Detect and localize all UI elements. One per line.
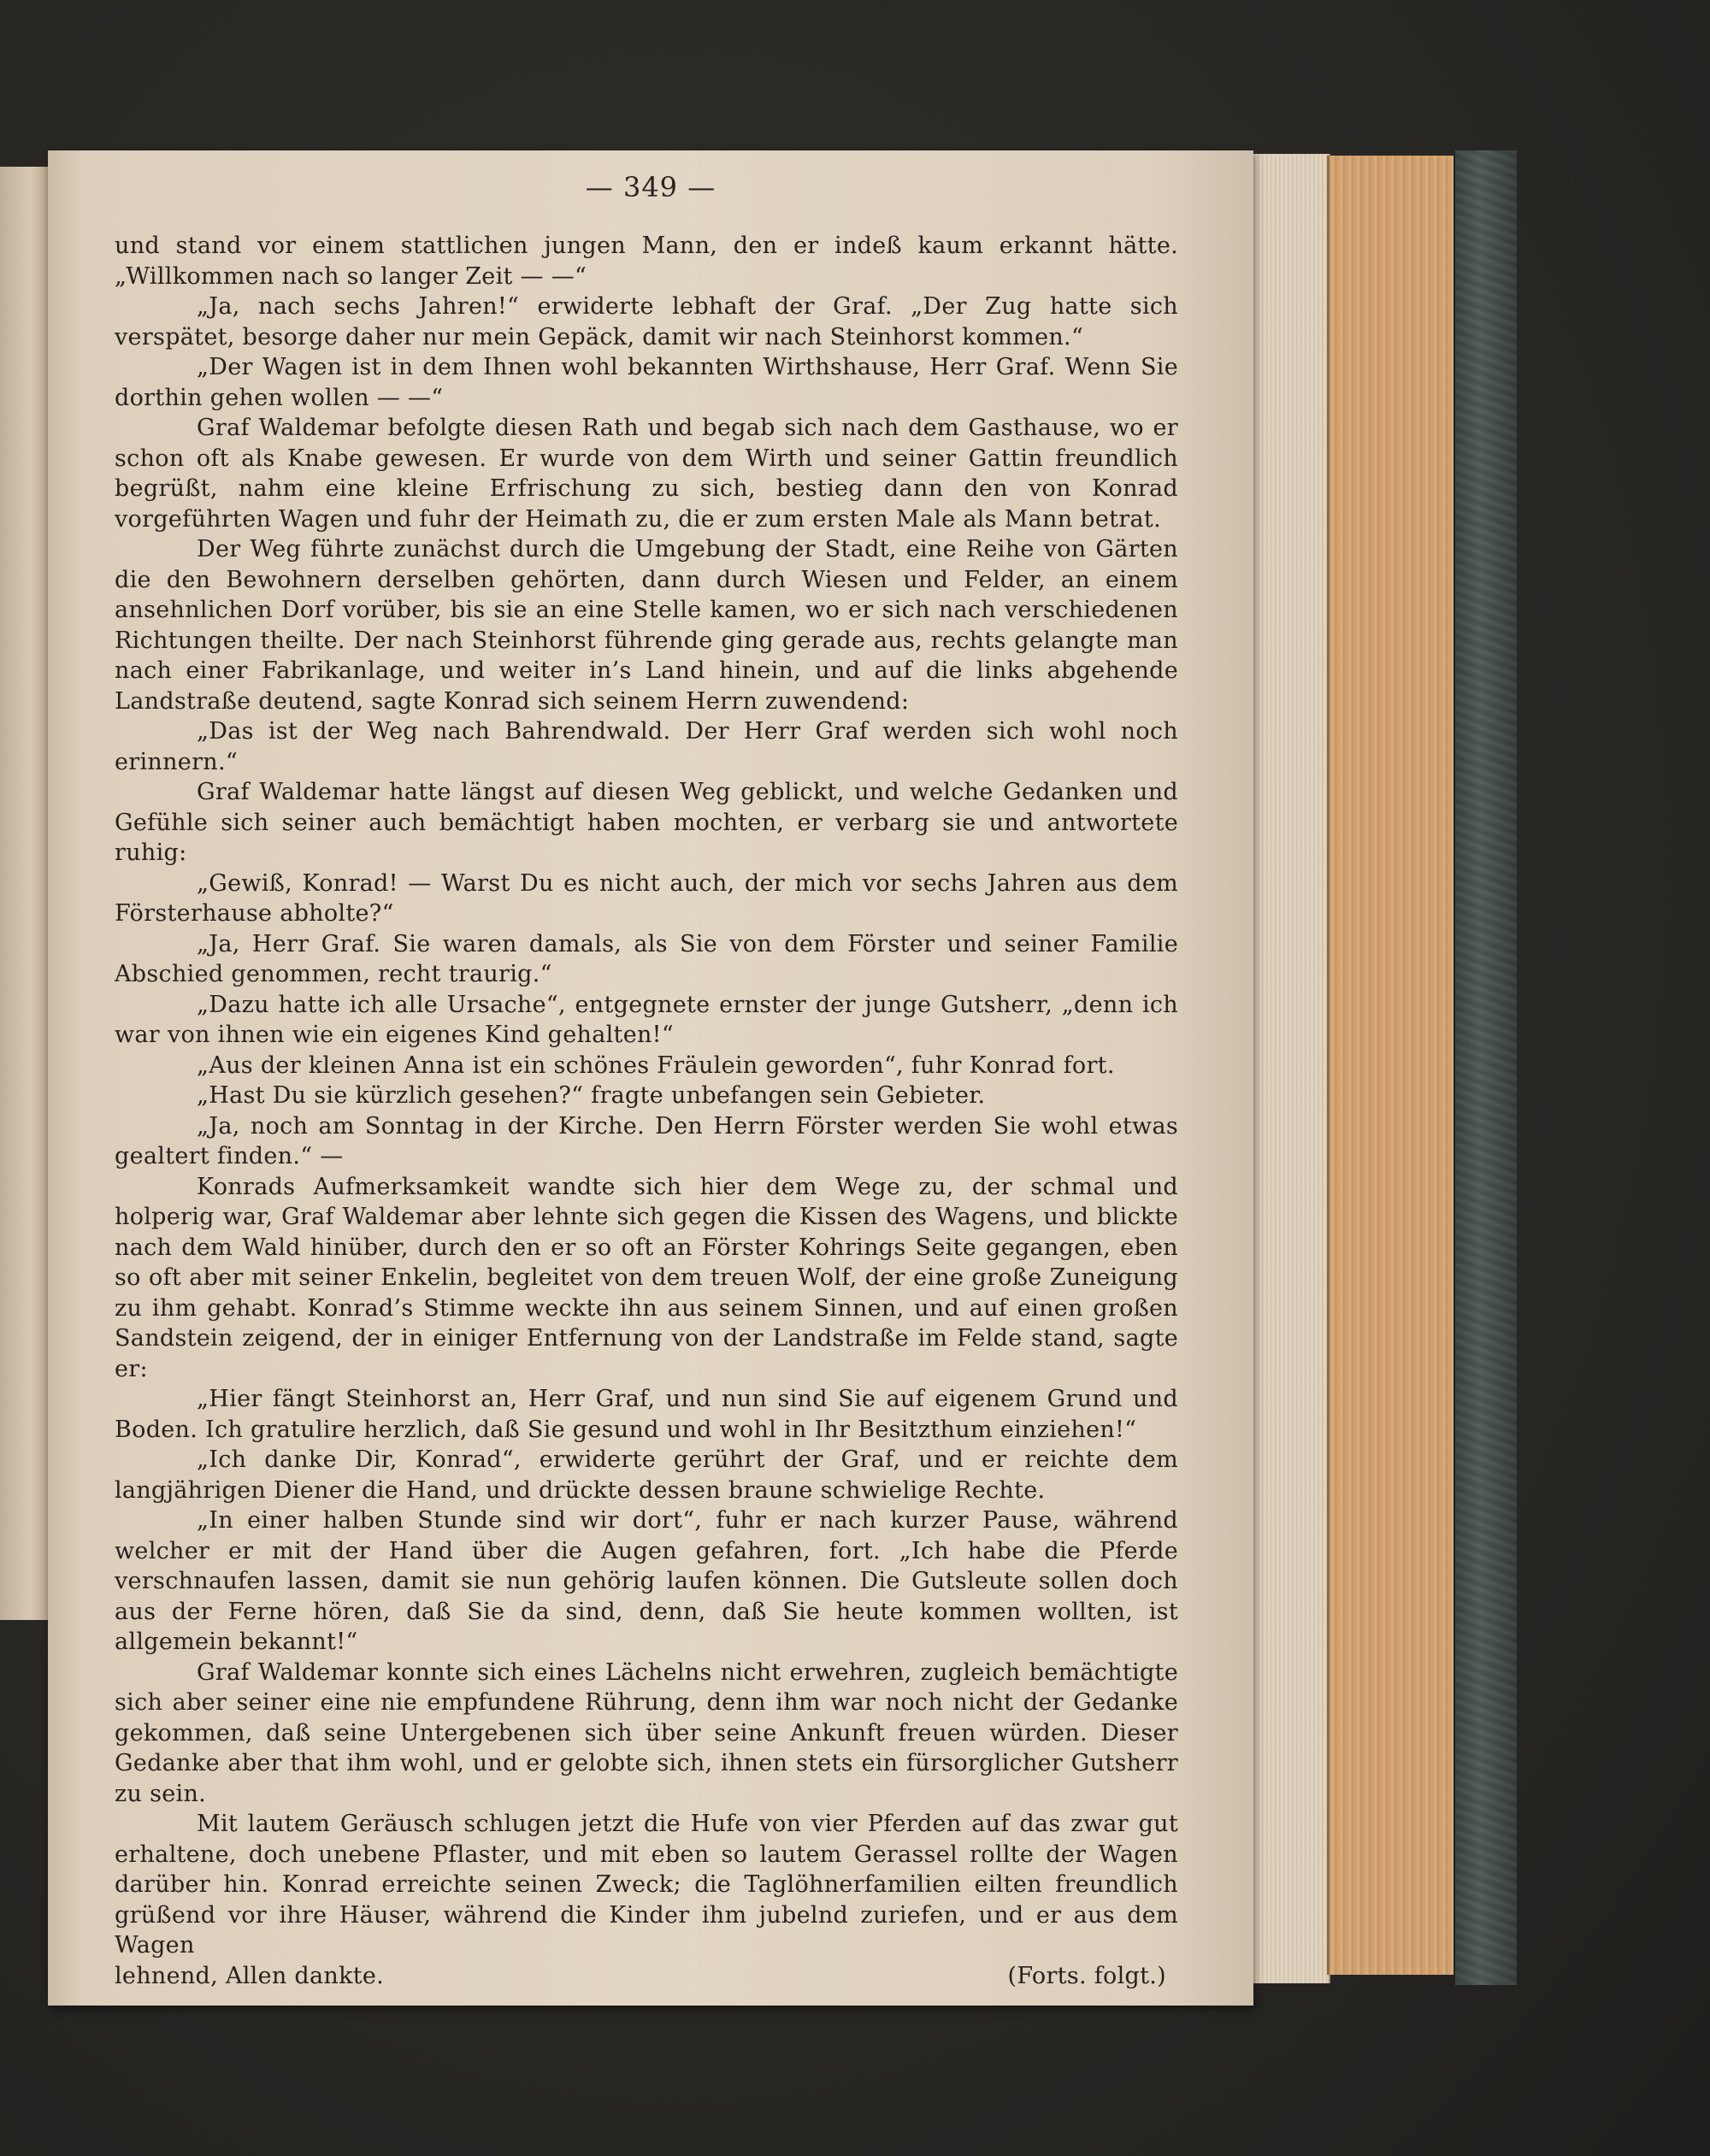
paragraph: Graf Waldemar konnte sich eines Lächelns nicht erwehren, zugleich bemächtigte sich aber seiner eine nie empfundene Rührung, denn ihm war noch nicht der Gedanke gekommen, daß seine Untergebenen sich über seine Ankunft freuen würden. Dieser Gedanke aber that ihm wohl, und er gelobte sich, ihnen stets ein fürsorglicher Gutsherr zu sein.	[115, 1658, 1178, 1807]
paragraph: „Ja, Herr Graf. Sie waren damals, als Sie von dem Förster und seiner Familie Abschied genommen, recht traurig.“	[115, 930, 1178, 987]
book-cover-board	[1454, 150, 1517, 1985]
paragraph: und stand vor einem stattlichen jungen Mann, den er indeß kaum erkannt hätte. „Willkommen nach so langer Zeit — —“	[115, 233, 1178, 290]
paragraph: „Ja, nach sechs Jahren!“ erwiderte lebhaft der Graf. „Der Zug hatte sich verspätet, besorge daher nur mein Gepäck, damit wir nach Steinhorst kommen.“	[115, 293, 1178, 350]
paragraph: „Hast Du sie kürzlich gesehen?“ fragte unbefangen sein Gebieter.	[197, 1082, 986, 1109]
page-stack-edge	[1250, 154, 1330, 1983]
page-number: — 349 —	[585, 171, 716, 203]
paragraph: „Dazu hatte ich alle Ursache“, entgegnete ernster der junge Gutsherr, „denn ich war von ihnen wie ein eigenes Kind gehalten!“	[115, 991, 1178, 1048]
gilt-page-edge	[1327, 156, 1458, 1975]
continuation-note: (Forts. folgt.)	[1007, 1962, 1166, 1989]
paragraph: „Hier fängt Steinhorst an, Herr Graf, und nun sind Sie auf eigenem Grund und Boden. Ich gratulire herzlich, daß Sie gesund und wohl in Ihr Besitzthum einziehen!“	[115, 1386, 1178, 1443]
paragraph: „Ja, noch am Sonntag in der Kirche. Den Herrn Förster werden Sie wohl etwas gealtert finden.“ —	[115, 1112, 1178, 1169]
final-line: lehnend, Allen dankte.	[115, 1962, 385, 1989]
paragraph: Konrads Aufmerksamkeit wandte sich hier dem Wege zu, der schmal und holperig war, Graf Waldemar aber lehnte sich gegen die Kissen des Wagens, und blickte nach dem Wald hinüber, durch den er so oft an Förster Kohrings Seite gegangen, eben so oft aber mit seiner Enkelin, begleitet von dem treuen Wolf, der eine große Zuneigung zu ihm gehabt. Konrad’s Stimme weckte ihn aus seinem Sinnen, und auf einen großen Sandstein zeigend, der in einiger Entfernung von der Landstraße im Felde stand, sagte er:	[115, 1173, 1178, 1382]
paragraph: Graf Waldemar hatte längst auf diesen Weg geblickt, und welche Gedanken und Gefühle sich seiner auch bemächtigt haben mochten, er verbarg sie und antwortete ruhig:	[115, 779, 1178, 866]
paragraph: „Der Wagen ist in dem Ihnen wohl bekannten Wirthshause, Herr Graf. Wenn Sie dorthin gehen wollen — —“	[115, 354, 1178, 411]
paragraph: „Ich danke Dir, Konrad“, erwiderte gerührt der Graf, und er reichte dem langjährigen Diener die Hand, und drückte dessen braune schwielige Rechte.	[115, 1446, 1178, 1504]
final-paragraph: Mit lautem Geräusch schlugen jetzt die Hufe von vier Pferden auf das zwar gut erhaltene, doch unebene Pflaster, und mit eben so lautem Gerassel rollte der Wagen darüber hin. Konrad erreichte seinen Zweck; die Taglöhnerfamilien eilten freundlich grüßend vor ihre Häuser, während die Kinder ihm jubelnd zuriefen, und er aus dem Wagen	[115, 1811, 1178, 1959]
paragraph: „Gewiß, Konrad! — Warst Du es nicht auch, der mich vor sechs Jahren aus dem Försterhause abholte?“	[115, 869, 1178, 927]
paragraph: „In einer halben Stunde sind wir dort“, fuhr er nach kurzer Pause, während welcher er mit der Hand über die Augen gefahren, fort. „Ich habe die Pferde verschnaufen lassen, damit sie nun gehörig laufen können. Die Gutsleute sollen doch aus der Ferne hören, daß Sie da sind, denn, daß Sie heute kommen wollten, ist allgemein bekannt!“	[115, 1507, 1178, 1655]
left-page-edge	[0, 167, 53, 1620]
page-text	[115, 231, 1178, 1991]
paragraph: Der Weg führte zunächst durch die Umgebung der Stadt, eine Reihe von Gärten die den Bewohnern derselben gehörten, dann durch Wiesen und Felder, an einem ansehnlichen Dorf vorüber, bis sie an eine Stelle kamen, wo er sich nach verschiedenen Richtungen theilte. Der nach Steinhorst führende ging gerade aus, rechts gelangte man nach einer Fabrikanlage, und weiter in’s Land hinein, und auf die links abgehende Landstraße deutend, sagte Konrad sich seinem Herrn zuwendend:	[115, 536, 1178, 715]
paragraph: „Aus der kleinen Anna ist ein schönes Fräulein geworden“, fuhr Konrad fort.	[197, 1051, 1115, 1079]
final-line-row	[115, 1961, 1178, 1992]
paragraph: Graf Waldemar befolgte diesen Rath und begab sich nach dem Gasthause, wo er schon oft als Knabe gewesen. Er wurde von dem Wirth und seiner Gattin freundlich begrüßt, nahm eine kleine Erfrischung zu sich, bestieg dann den von Konrad vorgeführten Wagen und fuhr der Heimath zu, die er zum ersten Male als Mann betrat.	[115, 415, 1178, 533]
paragraph: „Das ist der Weg nach Bahrendwald. Der Herr Graf werden sich wohl noch erinnern.“	[115, 718, 1178, 775]
